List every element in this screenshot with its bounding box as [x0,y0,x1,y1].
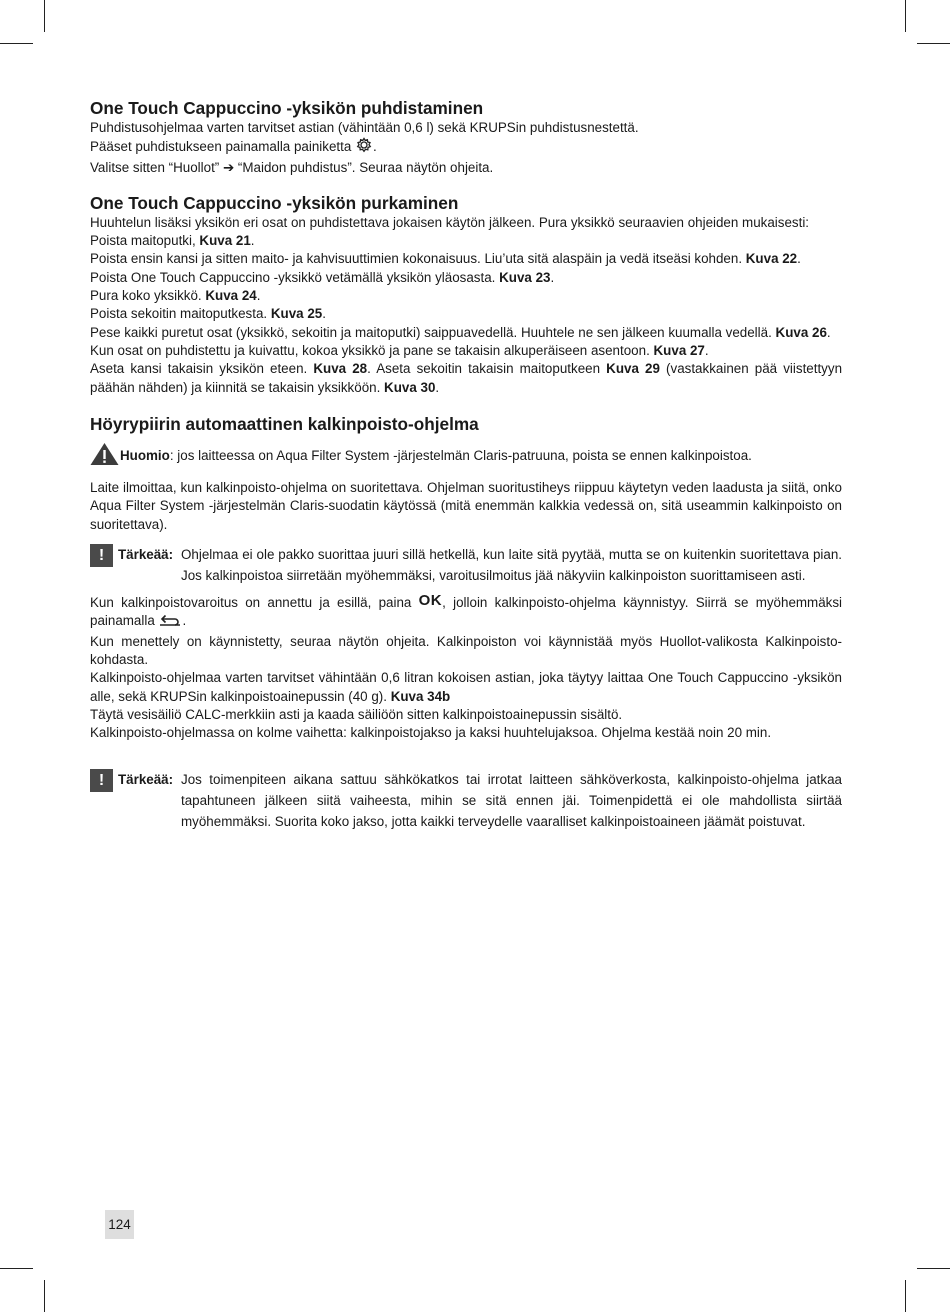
step-line: Kun osat on puhdistettu ja kuivattu, kokoa yksikkö ja pane se takaisin alkuperäiseen asentoon. Kuva 27. [90,342,709,358]
crop-mark [905,0,906,32]
important-note [90,544,842,586]
warning-triangle-icon [90,442,120,471]
fill-paragraph: Täytä vesisäiliö CALC-merkkiin asti ja kaada säiliöön sitten kalkinpoistoainepussin sisältö. [90,706,623,722]
important-badge-icon: ! [90,769,113,792]
section-title-disassembly: One Touch Cappuccino -yksikön purkaminen [90,192,459,213]
crop-mark [917,43,950,44]
important-note [90,769,842,832]
crop-mark [905,1280,906,1312]
step-line: Poista One Touch Cappuccino -yksikkö vetämällä yksikön yläosasta. Kuva 23. [90,269,555,285]
descaling-paragraph: Laite ilmoittaa, kun kalkinpoisto-ohjelma on suoritettava. Ohjelman suoritustiheys riippuu käytetyn veden laadusta ja siitä, onko Aqua Filter System -järjestelmän Claris-suodatin käytössä (mitä enemmän kalkkia vedessä on, sitä useammin kalkinpoisto on suoritettava). [90,480,842,532]
crop-mark [44,0,45,32]
started-paragraph: Kun menettely on käynnistetty, seuraa näytön ohjeita. Kalkinpoiston voi käynnistää myös Huollot-valikosta Kalkinpoisto-kohdasta. [90,633,842,667]
step-line: Poista maitoputki, Kuva 21. [90,233,255,249]
crop-mark [0,1268,33,1269]
section-title-cleaning: One Touch Cappuccino -yksikön puhdistaminen [90,98,484,118]
step-line: Pura koko yksikkö. Kuva 24. [90,288,261,304]
step-line: Pese kaikki puretut osat (yksikkö, sekoitin ja maitoputki) saippuavedellä. Huuhtele ne sen jälkeen kuumalla vedellä. Kuva 26. [90,324,831,340]
warning-note [90,442,842,471]
text-line: Pääset puhdistukseen painamalla painiketta . [90,137,842,158]
important-label: Tärkeää: [118,772,174,788]
back-arrow-icon [158,613,182,632]
ok-button-glyph: OK [418,592,443,610]
important-text: Ohjelmaa ei ole pakko suorittaa juuri sillä hetkellä, kun laite sitä pyytää, mutta se on kuitenkin suoritettava pian. Jos kalkinpoistoa siirretään myöhemmäksi, varoitusilmoitus jää näkyviin kalkinpoiston suorittamiseen asti. [181,547,842,584]
document-body [90,97,842,832]
important-label: Tärkeää: [118,547,174,563]
ok-instruction: Kun kalkinpoistovaroitus on annettu ja esillä, paina OK, jolloin kalkinpoisto-ohjelma käynnistyy. Siirrä se myöhemmäksi painamalla . [90,592,842,633]
vessel-paragraph: Kalkinpoisto-ohjelmaa varten tarvitset vähintään 0,6 litran kokoisen astian, joka täytyy laittaa One Touch Cappuccino -yksikön alle, sekä KRUPSin kalkinpoistoainepussin (40 g). Kuva 34b [90,670,842,704]
text-line: Valitse sitten “Huollot” ➔ “Maidon puhdistus”. Seuraa näytön ohjeita. [90,159,494,175]
warning-text: Huomio: jos laitteessa on Aqua Filter System -järjestelmän Claris-patruuna, poista se ennen kalkinpoistoa. [120,447,752,463]
step-line: Poista ensin kansi ja sitten maito- ja kahvisuuttimien kokonaisuus. Liu’uta sitä alaspäin ja vedä itseäsi kohden. Kuva 22. [90,251,801,267]
important-badge-icon: ! [90,544,113,567]
section-title-descaling: Höyrypiirin automaattinen kalkinpoisto-ohjelma [90,413,479,434]
important-text: Jos toimenpiteen aikana sattuu sähkökatkos tai irrotat laitteen sähköverkosta, kalkinpoisto-ohjelma jatkaa tapahtuneen jälkeen siitä vaiheesta, mihin se sitä ennen jäi. Toimenpidettä ei ole mahdollista siirtää myöhemmäksi. Suorita koko jakso, jotta kaikki terveydelle vaaralliset kalkinpoistoaineen jäämät poistuvat. [181,772,842,830]
crop-mark [0,43,33,44]
gear-icon [355,137,373,158]
text-line: Puhdistusohjelmaa varten tarvitset astian (vähintään 0,6 l) sekä KRUPSin puhdistusnestettä. [90,120,639,135]
phases-paragraph: Kalkinpoisto-ohjelmassa on kolme vaihetta: kalkinpoistojakso ja kaksi huuhtelujaksoa. Ohjelma kestää noin 20 min. [90,725,772,741]
page-number: 124 [105,1210,134,1239]
crop-mark [44,1280,45,1312]
intro-paragraph: Huuhtelun lisäksi yksikön eri osat on puhdistettava jokaisen käytön jälkeen. Pura yksikkö seuraavien ohjeiden mukaisesti: [90,214,810,230]
step-line: Poista sekoitin maitoputkesta. Kuva 25. [90,306,326,322]
crop-mark [917,1268,950,1269]
step-line: Aseta kansi takaisin yksikön eteen. Kuva 28. Aseta sekoitin takaisin maitoputkeen Kuva 29 (vastakkainen pää viistettyyn päähän nähden) ja kiinnitä se takaisin yksikköön. Kuva 30. [90,361,843,395]
